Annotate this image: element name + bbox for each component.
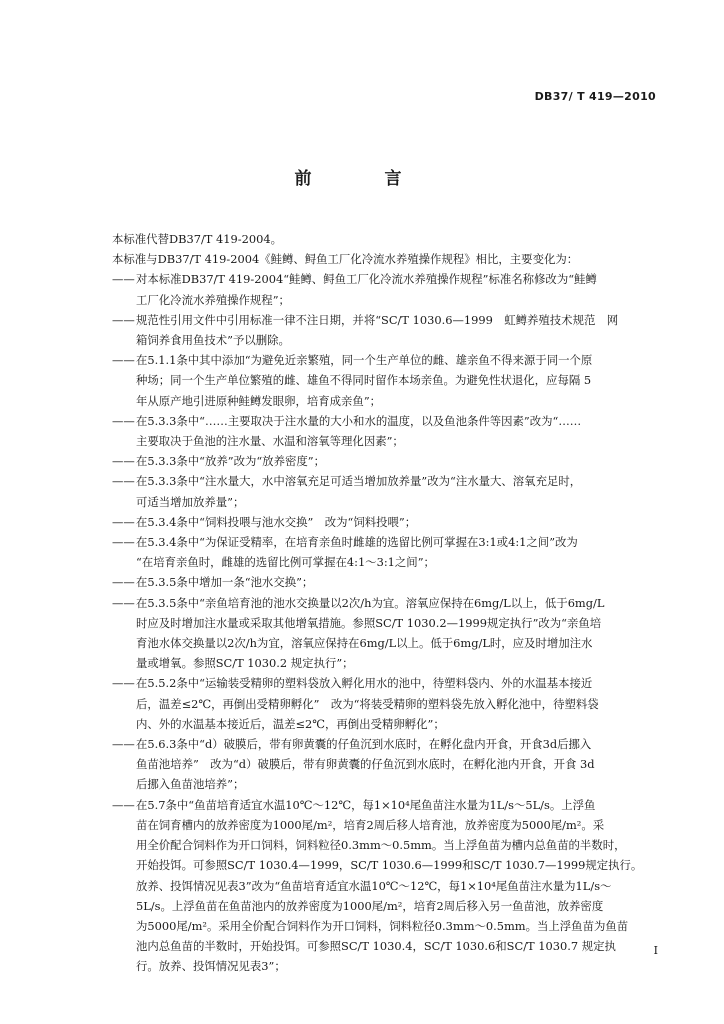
change-item-first-line [112, 673, 658, 693]
list-dash: —— [112, 737, 135, 752]
change-item-text: 在5.1.1条中其中添加“为避免近亲繁殖，同一个生产单位的雌、雄亲鱼不得来源于同一个原 [136, 353, 593, 368]
list-dash: —— [112, 514, 135, 529]
change-item-continuation: 为5000尾/m²。采用全价配合饲料作为开口饲料，饲料粒径0.3mm～0.5mm。当上浮鱼苗为鱼苗 [136, 918, 629, 933]
change-item-first-line [112, 350, 658, 370]
change-item-continuation: 池内总鱼苗的半数时，开始投饵。可参照SC/T 1030.4，SC/T 1030.6和SC/T 1030.7 规定执 [136, 939, 616, 954]
intro-paragraph: 本标准代替DB37/T 419-2004。 [112, 232, 282, 246]
change-item-text: 在5.3.4条中“为保证受精率，在培育亲鱼时雌雄的选留比例可掌握在3:1或4:1之间”改为 [136, 535, 578, 550]
list-dash: —— [112, 474, 135, 489]
list-dash: —— [112, 797, 135, 812]
change-item-first-line [112, 593, 658, 613]
change-item-first-line [112, 512, 658, 532]
change-item-continuation: 行。放养、投饵情况见表3”； [136, 959, 286, 974]
change-item [112, 795, 658, 977]
change-item-text: 规范性引用文件中引用标准一律不注日期，并将“SC/T 1030.6—1999 虹鳟养殖技术规范 网 [136, 312, 619, 327]
list-dash: —— [112, 535, 135, 550]
change-item [112, 310, 658, 350]
change-item-continuation: 开始投饵。可参照SC/T 1030.4—1999，SC/T 1030.6—1999和SC/T 1030.7—1999规定执行。 [136, 858, 643, 873]
change-item-first-line [112, 532, 658, 552]
change-item-text: 在5.3.3条中“注水量大，水中溶氧充足可适当增加放养量”改为“注水量大、溶氧充足时， [136, 474, 582, 489]
change-item-continuation: “在培育亲鱼时，雌雄的选留比例可掌握在4:1～3:1之间”； [136, 555, 435, 570]
change-item-continuation: 育池水体交换量以2次/h为宜，溶氧应保持在6mg/L以上。低于6mg/L时，应及时增加注水 [136, 636, 593, 651]
list-dash: —— [112, 272, 135, 287]
change-item-first-line [112, 310, 658, 330]
standard-code: DB37/ T 419—2010 [534, 90, 656, 103]
list-dash: —— [112, 353, 135, 368]
list-dash: —— [112, 575, 135, 590]
change-item-continuation: 箱饲养食用鱼技术”予以删除。 [136, 333, 290, 348]
change-item [112, 532, 658, 572]
change-item-continuation: 时应及时增加注水量或采取其他增氧措施。参照SC/T 1030.2—1999规定执行”改为“亲鱼培 [136, 615, 602, 630]
change-item-text: 在5.5.2条中“运输装受精卵的塑料袋放入孵化用水的池中，待塑料袋内、外的水温基本接近 [136, 676, 593, 691]
change-item [112, 411, 658, 451]
change-item [112, 593, 658, 674]
change-item-continuation: 鱼苗池培养” 改为“d）破膜后，带有卵黄囊的仔鱼沉到水底时，在孵化池内开食，开食 3d [136, 757, 595, 772]
change-item [112, 734, 658, 795]
change-item-continuation: 年从原产地引进原种鲑鳟发眼卵，培育成亲鱼”； [136, 393, 382, 408]
changes-list [112, 269, 658, 976]
change-item-text: 在5.3.5条中增加一条“池水交换”； [136, 575, 314, 590]
list-dash: —— [112, 413, 135, 428]
change-item-first-line [112, 451, 658, 471]
change-item-text: 在5.3.4条中“饲料投喂与池水交换” 改为“饲料投喂”； [136, 514, 417, 529]
list-dash: —— [112, 312, 135, 327]
change-item-text: 在5.6.3条中“d）破膜后，带有卵黄囊的仔鱼沉到水底时，在孵化盘内开食，开食3d后挪入 [136, 737, 592, 752]
change-item-first-line [112, 734, 658, 754]
change-item-continuation: 后，温差≤2℃，再倒出受精卵孵化” 改为“将装受精卵的塑料袋先放入孵化池中，待塑料袋 [136, 696, 599, 711]
change-item [112, 350, 658, 411]
change-item-first-line [112, 572, 658, 592]
change-item [112, 673, 658, 734]
change-item-first-line [112, 795, 658, 815]
change-item-continuation: 放养、投饵情况见表3”改为“鱼苗培育适宜水温10℃～12℃，每1×10⁴尾鱼苗注水量为1L/s～ [136, 878, 612, 893]
change-item-continuation: 工厂化冷流水养殖操作规程”； [136, 292, 290, 307]
change-item-continuation: 主要取决于鱼池的注水量、水温和溶氧等理化因素”； [136, 434, 404, 449]
change-item-continuation: 5L/s。上浮鱼苗在鱼苗池内的放养密度为1000尾/m²，培育2周后移入另一鱼苗池，放养密度 [136, 898, 604, 913]
intro-paragraph: 本标准与DB37/T 419-2004《鲑鳟、鲟鱼工厂化冷流水养殖操作规程》相比，主要变化为： [112, 252, 579, 267]
change-item-first-line [112, 411, 658, 431]
list-dash: —— [112, 676, 135, 691]
change-item-text: 在5.3.3条中“放养”改为“放养密度”； [136, 454, 325, 469]
change-item-continuation: 后挪入鱼苗池培养”； [136, 777, 245, 792]
change-item-continuation: 内、外的水温基本接近后，温差≤2℃，再倒出受精卵孵化”； [136, 716, 445, 731]
change-item-continuation: 量或增氧。参照SC/T 1030.2 规定执行”； [136, 656, 354, 671]
change-item [112, 572, 658, 592]
change-item-first-line [112, 471, 658, 491]
change-item-first-line [112, 269, 658, 289]
page-title: 前 言 [294, 169, 430, 189]
page-number: I [653, 944, 658, 957]
change-item [112, 451, 658, 471]
change-item-continuation: 种场；同一个生产单位繁殖的雌、雄鱼不得同时留作本场亲鱼。为避免性状退化，应每隔 5 [136, 373, 592, 388]
change-item [112, 269, 658, 309]
change-item-continuation: 苗在饲育槽内的放养密度为1000尾/m²，培育2周后移人培育池，放养密度为5000尾/m²。采 [136, 817, 605, 832]
change-item-continuation: 可适当增加放养量”； [136, 494, 245, 509]
change-item [112, 471, 658, 511]
foreword-body [112, 229, 658, 977]
change-item-text: 在5.3.5条中“亲鱼培育池的池水交换量以2次/h为宜。溶氧应保持在6mg/L以上，低于6mg/L [136, 595, 605, 610]
change-item-text: 在5.3.3条中“……主要取决于注水量的大小和水的温度，以及鱼池条件等因素”改为“…… [136, 413, 582, 428]
change-item-continuation: 用全价配合饲料作为开口饲料，饲料粒径0.3mm～0.5mm。当上浮鱼苗为槽内总鱼苗的半数时， [136, 838, 626, 853]
change-item-text: 对本标准DB37/T 419-2004“鲑鳟、鲟鱼工厂化冷流水养殖操作规程”标准名称修改为“鲑鳟 [136, 272, 597, 287]
list-dash: —— [112, 454, 135, 469]
list-dash: —— [112, 595, 135, 610]
change-item-text: 在5.7条中“鱼苗培育适宜水温10℃～12℃，每1×10⁴尾鱼苗注水量为1L/s～5L/s。上浮鱼 [136, 797, 596, 812]
change-item [112, 512, 658, 532]
